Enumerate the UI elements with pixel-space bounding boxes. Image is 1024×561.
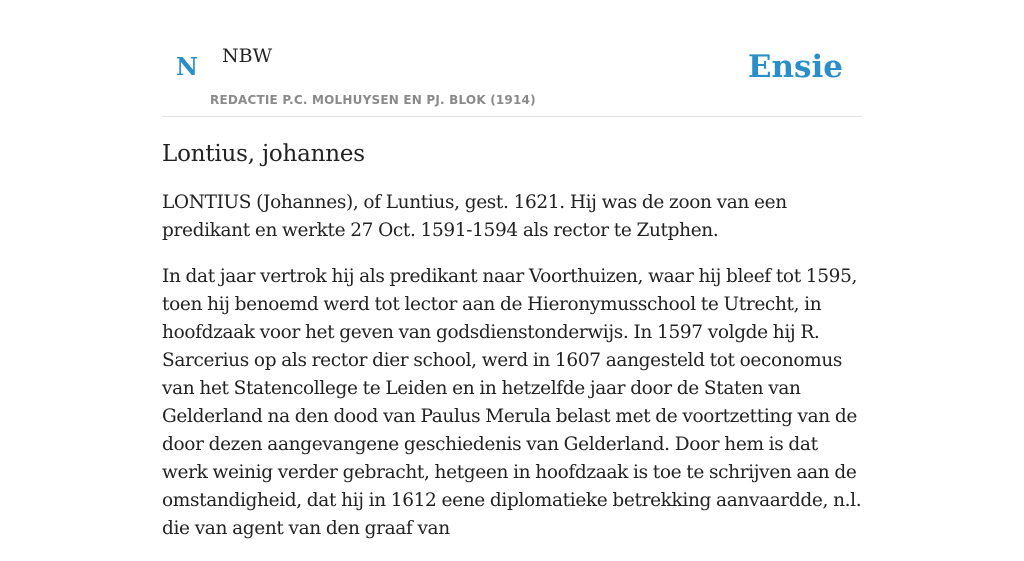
article: [162, 139, 864, 561]
source-title[interactable]: NBW: [222, 45, 273, 67]
article-title: Lontius, johannes: [162, 141, 365, 167]
site-header: [162, 0, 862, 117]
brand-logo-link[interactable]: Ensie: [747, 49, 843, 85]
source-logo[interactable]: N: [176, 52, 198, 81]
source-subtitle: REDACTIE P.C. MOLHUYSEN EN PJ. BLOK (1914): [210, 93, 536, 107]
article-paragraph: In dat jaar vertrok hij als predikant naar Voorthuizen, waar hij bleef tot 1595, toen hij benoemd werd tot lector aan de Hieronymusschool te Utrecht, in hoofdzaak voor het geven van godsdienstonderwijs. In 1597 volgde hij R. Sarcerius op als rector dier school, werd in 1607 aangesteld tot oeconomus van het Statencollege te Leiden en in hetzelfde jaar door de Staten van Gelderland na den dood van Paulus Merula belast met de voortzetting van de door dezen aangevangene geschiedenis van Gelderland. Door hem is dat werk weinig verder gebracht, hetgeen in hoofdzaak is toe te schrijven aan de omstandigheid, dat hij in 1612 eene diplomatieke betrekking aanvaardde, n.l. die van agent van den graaf van: [162, 266, 862, 539]
article-paragraph: LONTIUS (Johannes), of Luntius, gest. 1621. Hij was de zoon van een predikant en werkte 27 Oct. 1591-1594 als rector te Zutphen.: [162, 192, 787, 241]
